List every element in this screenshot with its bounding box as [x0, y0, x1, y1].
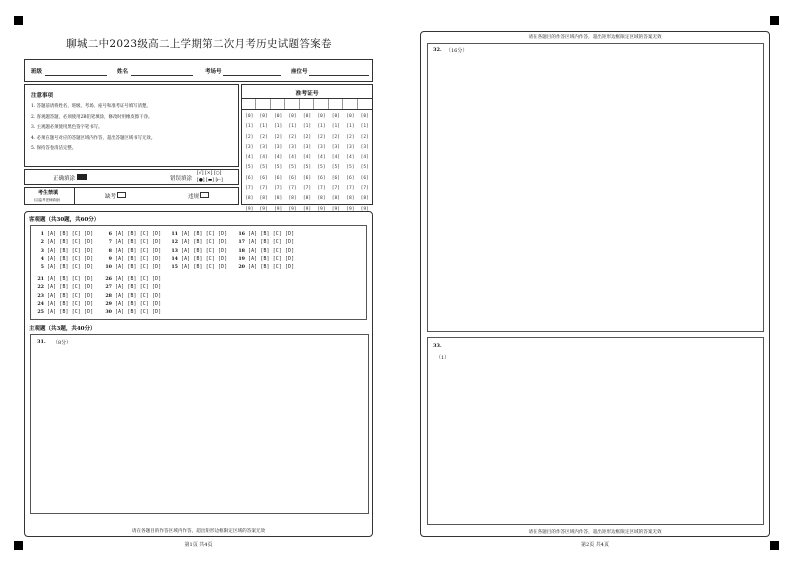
exam-id-bubble[interactable]: [4] [302, 155, 312, 161]
mcq-group [102, 230, 161, 271]
mcq-row[interactable] [102, 263, 161, 271]
page2-footer-note: 请在各题目的作答区域内作答，超出矩形边框限定区域的答案无效 [528, 530, 662, 535]
mcq-options[interactable]: [A] [B] [C] [D] [181, 248, 228, 254]
mcq-options[interactable]: [A] [B] [C] [D] [248, 248, 295, 254]
class-label: 班级 [31, 69, 43, 75]
exam-id-bubble[interactable]: [5] [346, 165, 355, 171]
q32-answer-box[interactable] [427, 43, 764, 332]
exam-id-column [314, 112, 328, 215]
mcq-number: 29 [105, 300, 112, 307]
registration-mark-top-right [770, 16, 779, 25]
student-info-box [24, 59, 373, 82]
mcq-number: 3 [40, 247, 44, 254]
exam-id-column [358, 112, 372, 215]
q32-number: 32. [433, 47, 442, 53]
mcq-row[interactable] [102, 292, 161, 300]
mcq-row[interactable] [235, 247, 294, 255]
exam-id-bubble[interactable]: [8] [331, 196, 341, 202]
mcq-options[interactable]: [A] [B] [C] [D] [115, 256, 162, 262]
mcq-number: 10 [105, 264, 112, 271]
mcq-options[interactable]: [A] [B] [C] [D] [47, 285, 94, 291]
exam-id-bubble[interactable]: [9] [360, 206, 369, 212]
exam-id-bubble[interactable]: [7] [317, 186, 326, 192]
mcq-number: 2 [40, 239, 44, 246]
exam-id-bubble[interactable]: [5] [245, 165, 254, 171]
correct-fill-sample [77, 174, 87, 180]
page1-footer-note: 请在各题目的作答区域内作答，超出矩形边框限定区域的答案无效 [131, 529, 266, 534]
mcq-number: 24 [37, 300, 44, 307]
mcq-options[interactable]: [A] [B] [C] [D] [115, 265, 162, 271]
name-field[interactable] [131, 75, 193, 76]
mcq-number: 20 [238, 264, 245, 271]
mcq-row[interactable] [34, 238, 93, 246]
mcq-options[interactable]: [A] [B] [C] [D] [115, 310, 162, 316]
mcq-options[interactable]: [A] [B] [C] [D] [47, 232, 94, 237]
exam-id-bubble[interactable]: [4] [346, 155, 355, 161]
registration-mark-bottom-right [770, 541, 779, 550]
mcq-number: 15 [171, 264, 178, 271]
mcq-options[interactable]: [A] [B] [C] [D] [115, 240, 162, 246]
exam-id-bubble[interactable]: [6] [273, 175, 283, 181]
mcq-number: 25 [37, 309, 44, 316]
exam-id-bubble[interactable]: [5] [259, 165, 268, 171]
mcq-row[interactable] [34, 283, 93, 291]
absent-title: 考生禁填 [38, 190, 59, 196]
mcq-row[interactable] [34, 255, 93, 263]
exam-id-bubble[interactable]: [3] [331, 144, 341, 150]
wrong-fill-glyphs-bottom: [●] [▬] [⟝] [197, 178, 223, 183]
mcq-row[interactable] [34, 275, 93, 283]
exam-id-bubble[interactable]: [8] [288, 196, 297, 202]
exam-id-bubble[interactable]: [5] [302, 165, 312, 171]
mcq-row[interactable] [34, 308, 93, 316]
exam-id-bubble[interactable]: [1] [245, 124, 254, 130]
wrong-fill-glyphs-top: [√] [×] [○] [197, 171, 222, 176]
notice-item: 1. 答题前请将姓名、班级、考场、座号和准考证号填写清楚。 [31, 104, 151, 109]
mcq-row[interactable] [102, 275, 161, 283]
exam-id-bubble[interactable]: [0] [317, 114, 326, 119]
mcq-group [102, 275, 161, 316]
exam-id-write-row [242, 98, 372, 110]
exam-id-write-cell[interactable] [242, 99, 256, 109]
mcq-row[interactable] [235, 230, 294, 238]
exam-id-bubble[interactable]: [7] [360, 186, 369, 192]
exam-id-bubble[interactable]: [9] [317, 206, 326, 212]
exam-id-bubble[interactable]: [9] [273, 206, 283, 212]
mcq-row[interactable] [102, 247, 161, 255]
mcq-number: 30 [105, 309, 112, 316]
exam-id-heading: 准考证号 [295, 91, 319, 97]
q33-subquestion-1: （1） [436, 355, 450, 361]
mcq-number: 4 [40, 255, 44, 262]
exam-id-bubble[interactable]: [8] [273, 196, 283, 202]
exam-id-bubble[interactable]: [0] [331, 114, 341, 119]
wrong-fill-label: 错误填涂 [170, 176, 193, 182]
mcq-group [168, 230, 227, 271]
mcq-options[interactable]: [A] [B] [C] [D] [115, 232, 162, 237]
q31-number: 31. [37, 339, 46, 345]
exam-id-bubble[interactable]: [1] [302, 124, 312, 130]
objective-heading: 客观题（共30题，共60分） [29, 217, 100, 223]
registration-mark-bottom-left [14, 541, 23, 550]
exam-id-bubble[interactable]: [1] [273, 124, 283, 130]
mcq-row[interactable] [102, 300, 161, 308]
mcq-number: 16 [238, 231, 245, 237]
mcq-number: 6 [108, 231, 112, 237]
exam-id-bubble[interactable]: [4] [288, 155, 297, 161]
mcq-number: 7 [108, 239, 112, 246]
objective-box [30, 225, 367, 320]
mcq-row[interactable] [34, 230, 93, 238]
exam-id-bubble[interactable]: [6] [317, 175, 326, 181]
exam-id-bubble[interactable]: [2] [245, 134, 254, 140]
mcq-options[interactable]: [A] [B] [C] [D] [181, 232, 228, 237]
mcq-number: 12 [171, 239, 178, 246]
exam-id-bubble[interactable]: [7] [346, 186, 355, 192]
exam-id-bubble[interactable]: [9] [245, 206, 254, 212]
subjective-heading: 主观题（共3题，共40分） [29, 326, 96, 332]
mcq-options[interactable]: [A] [B] [C] [D] [47, 301, 94, 307]
mcq-row[interactable] [168, 247, 227, 255]
mcq-options[interactable]: [A] [B] [C] [D] [248, 240, 295, 246]
page-title: 聊城二中2023级高二上学期第二次月考历史试题答案卷 [66, 38, 332, 50]
mcq-options[interactable]: [A] [B] [C] [D] [181, 265, 228, 271]
q32-score: （16分） [446, 48, 468, 54]
mcq-number: 5 [40, 264, 44, 271]
exam-id-bubble[interactable]: [9] [288, 206, 297, 212]
exam-id-write-cell[interactable] [300, 99, 314, 109]
notice-item: 2. 客观题答题，必须使用2B铅笔填涂，修改时用橡皮擦干净。 [31, 114, 153, 120]
q33-number: 33. [433, 343, 442, 349]
exam-id-bubble[interactable]: [0] [273, 114, 283, 119]
answer-area-page2 [420, 31, 770, 537]
exam-id-bubble[interactable]: [2] [317, 134, 326, 140]
exam-id-bubble[interactable]: [3] [360, 144, 369, 150]
exam-id-bubble[interactable]: [7] [273, 186, 283, 192]
mcq-number: 22 [37, 284, 44, 291]
exam-id-column [343, 112, 357, 215]
mcq-number: 18 [238, 247, 245, 254]
exam-id-bubble-grid [242, 112, 372, 215]
mcq-options[interactable]: [A] [B] [C] [D] [248, 256, 295, 262]
mcq-options[interactable]: [A] [B] [C] [D] [47, 277, 94, 282]
correct-fill-label: 正确填涂 [53, 176, 76, 182]
exam-id-bubble[interactable]: [5] [273, 165, 283, 171]
exam-id-bubble[interactable]: [2] [273, 134, 283, 140]
mcq-options[interactable]: [A] [B] [C] [D] [47, 293, 94, 299]
exam-id-bubble[interactable]: [7] [259, 186, 268, 192]
exam-id-bubble[interactable]: [5] [317, 165, 326, 171]
exam-id-bubble[interactable]: [4] [259, 155, 268, 161]
exam-id-write-cell[interactable] [271, 99, 285, 109]
mcq-row[interactable] [34, 263, 93, 271]
exam-id-bubble[interactable]: [6] [360, 175, 369, 181]
registration-mark-top-left [14, 16, 23, 25]
mcq-row[interactable] [235, 238, 294, 246]
exam-id-bubble[interactable]: [1] [331, 124, 341, 130]
mcq-row[interactable] [102, 238, 161, 246]
mcq-number: 1 [40, 231, 44, 237]
mcq-options[interactable]: [A] [B] [C] [D] [115, 248, 162, 254]
exam-room-label: 考场号 [205, 69, 222, 75]
fill-example-box [24, 169, 239, 185]
seat-no-label: 座位号 [291, 69, 308, 75]
violation-checkbox[interactable] [200, 192, 209, 198]
mcq-options[interactable]: [A] [B] [C] [D] [115, 293, 162, 299]
exam-id-bubble[interactable]: [8] [245, 196, 254, 202]
exam-id-bubble[interactable]: [3] [302, 144, 312, 150]
mcq-row[interactable] [34, 300, 93, 308]
exam-id-bubble[interactable]: [6] [302, 175, 312, 181]
mcq-row[interactable] [168, 263, 227, 271]
seat-no-field[interactable] [309, 75, 369, 76]
mcq-options[interactable]: [A] [B] [C] [D] [248, 232, 295, 237]
q31-answer-box[interactable] [30, 334, 369, 514]
missing-exam-label: 缺考 [105, 194, 117, 200]
exam-id-bubble[interactable]: [1] [288, 124, 297, 130]
exam-id-write-cell[interactable] [358, 99, 372, 109]
exam-id-bubble[interactable]: [3] [346, 144, 355, 150]
mcq-options[interactable]: [A] [B] [C] [D] [47, 310, 94, 316]
exam-id-bubble[interactable]: [8] [346, 196, 355, 202]
mcq-options[interactable]: [A] [B] [C] [D] [115, 285, 162, 291]
mcq-group [34, 275, 93, 316]
mcq-options[interactable]: [A] [B] [C] [D] [115, 301, 162, 307]
mcq-number: 14 [171, 255, 178, 262]
mcq-number: 9 [108, 255, 112, 262]
exam-id-bubble[interactable]: [3] [317, 144, 326, 150]
mcq-number: 28 [105, 292, 112, 299]
page1-number: 第1页 共4页 [184, 542, 213, 548]
exam-id-column [300, 112, 314, 215]
mcq-number: 26 [105, 276, 112, 282]
exam-id-bubble[interactable]: [1] [317, 124, 326, 130]
exam-id-write-cell[interactable] [285, 99, 299, 109]
exam-id-bubble[interactable]: [8] [360, 196, 369, 202]
notice-heading: 注意事项 [31, 93, 54, 99]
exam-id-bubble[interactable]: [0] [346, 114, 355, 119]
notice-list [31, 102, 155, 155]
absent-box [24, 187, 239, 205]
exam-id-bubble[interactable]: [5] [360, 165, 369, 171]
page2-number: 第2页 共4页 [581, 542, 609, 548]
exam-id-bubble[interactable]: [0] [245, 114, 254, 119]
exam-id-bubble[interactable]: [2] [360, 134, 369, 140]
mcq-options[interactable]: [A] [B] [C] [D] [181, 256, 228, 262]
exam-id-bubble[interactable]: [7] [302, 186, 312, 192]
notice-box [24, 84, 239, 167]
mcq-row[interactable] [102, 308, 161, 316]
exam-id-bubble[interactable]: [6] [245, 175, 254, 181]
exam-id-write-cell[interactable] [343, 99, 357, 109]
answer-area-page1 [24, 211, 373, 537]
exam-id-bubble[interactable]: [0] [360, 114, 369, 119]
mcq-row[interactable] [102, 255, 161, 263]
notice-item: 3. 主观题必须使用黑色签字笔书写。 [31, 125, 103, 130]
exam-id-bubble[interactable]: [1] [360, 124, 369, 130]
exam-id-bubble[interactable]: [3] [245, 144, 254, 150]
mcq-options[interactable]: [A] [B] [C] [D] [181, 240, 228, 246]
exam-id-bubble[interactable]: [1] [346, 124, 355, 130]
exam-id-bubble[interactable]: [8] [259, 196, 268, 202]
exam-id-bubble[interactable]: [7] [245, 186, 254, 192]
mcq-row[interactable] [235, 255, 294, 263]
mcq-row[interactable] [34, 247, 93, 255]
missing-exam-checkbox[interactable] [117, 192, 126, 198]
mcq-number: 17 [238, 239, 245, 246]
mcq-options[interactable]: [A] [B] [C] [D] [47, 248, 94, 254]
exam-id-column [271, 112, 285, 215]
mcq-row[interactable] [34, 292, 93, 300]
exam-id-write-cell[interactable] [329, 99, 343, 109]
exam-id-bubble[interactable]: [4] [331, 155, 341, 161]
exam-id-bubble[interactable]: [9] [346, 206, 355, 212]
exam-id-bubble[interactable]: [3] [259, 144, 268, 150]
mcq-row[interactable] [168, 238, 227, 246]
exam-id-bubble[interactable]: [5] [331, 165, 341, 171]
exam-id-bubble[interactable]: [9] [259, 206, 268, 212]
mcq-row[interactable] [235, 263, 294, 271]
exam-id-bubble[interactable]: [6] [288, 175, 297, 181]
mcq-group [34, 230, 93, 271]
mcq-row[interactable] [168, 255, 227, 263]
mcq-number: 21 [37, 276, 44, 282]
mcq-options[interactable]: [A] [B] [C] [D] [248, 265, 295, 271]
exam-id-box [241, 84, 373, 212]
q33-answer-box[interactable] [427, 337, 764, 525]
exam-id-bubble[interactable]: [9] [331, 206, 341, 212]
mcq-number: 13 [171, 247, 178, 254]
exam-id-bubble[interactable]: [0] [259, 114, 268, 119]
exam-id-bubble[interactable]: [4] [245, 155, 254, 161]
exam-id-bubble[interactable]: [9] [302, 206, 312, 212]
exam-id-bubble[interactable]: [7] [331, 186, 341, 192]
notice-item: 5. 保持答卷清洁完整。 [31, 146, 77, 151]
mcq-options[interactable]: [A] [B] [C] [D] [115, 277, 162, 282]
notice-item: 4. 必须在题号对应的答题区域内作答，超出答题区域书写无效。 [31, 135, 156, 141]
exam-id-bubble[interactable]: [2] [259, 134, 268, 140]
exam-id-bubble[interactable]: [0] [288, 114, 297, 119]
exam-id-column [242, 112, 256, 215]
mcq-row[interactable] [102, 230, 161, 238]
mcq-row[interactable] [102, 283, 161, 291]
name-label: 姓名 [117, 69, 129, 75]
exam-id-bubble[interactable]: [0] [302, 114, 312, 119]
exam-id-bubble[interactable]: [2] [346, 134, 355, 140]
mcq-row[interactable] [168, 230, 227, 238]
exam-room-field[interactable] [223, 75, 281, 76]
exam-id-bubble[interactable]: [2] [302, 134, 312, 140]
exam-id-bubble[interactable]: [8] [302, 196, 312, 202]
violation-label: 违规 [188, 194, 200, 200]
exam-id-bubble[interactable]: [4] [273, 155, 283, 161]
mcq-options[interactable]: [A] [B] [C] [D] [47, 265, 94, 271]
mcq-group [235, 230, 294, 271]
absent-subtitle: (由监考老师填涂) [34, 198, 61, 202]
exam-id-bubble[interactable]: [3] [288, 144, 297, 150]
exam-id-column [256, 112, 270, 215]
exam-id-column [329, 112, 343, 215]
exam-id-bubble[interactable]: [1] [259, 124, 268, 130]
exam-id-bubble[interactable]: [5] [288, 165, 297, 171]
exam-id-write-cell[interactable] [256, 99, 270, 109]
mcq-number: 23 [37, 292, 44, 299]
exam-id-column [285, 112, 299, 215]
page2-header-note: 请在各题目的作答区域内作答，超出矩形边框限定区域的答案无效 [528, 35, 662, 40]
mcq-number: 11 [171, 231, 178, 237]
mcq-number: 27 [105, 284, 112, 291]
exam-id-bubble[interactable]: [6] [259, 175, 268, 181]
mcq-number: 19 [238, 255, 245, 262]
exam-id-bubble[interactable]: [2] [288, 134, 297, 140]
exam-id-bubble[interactable]: [7] [288, 186, 297, 192]
class-field[interactable] [45, 75, 107, 76]
exam-id-bubble[interactable]: [8] [317, 196, 326, 202]
exam-id-write-cell[interactable] [314, 99, 328, 109]
exam-id-bubble[interactable]: [3] [273, 144, 283, 150]
exam-id-bubble[interactable]: [2] [331, 134, 341, 140]
mcq-options[interactable]: [A] [B] [C] [D] [47, 240, 94, 246]
exam-id-bubble[interactable]: [4] [360, 155, 369, 161]
exam-id-bubble[interactable]: [4] [317, 155, 326, 161]
q31-score: （8分） [53, 340, 72, 346]
mcq-options[interactable]: [A] [B] [C] [D] [47, 256, 94, 262]
mcq-number: 8 [108, 247, 112, 254]
exam-id-bubble[interactable]: [6] [331, 175, 341, 181]
exam-id-bubble[interactable]: [6] [346, 175, 355, 181]
